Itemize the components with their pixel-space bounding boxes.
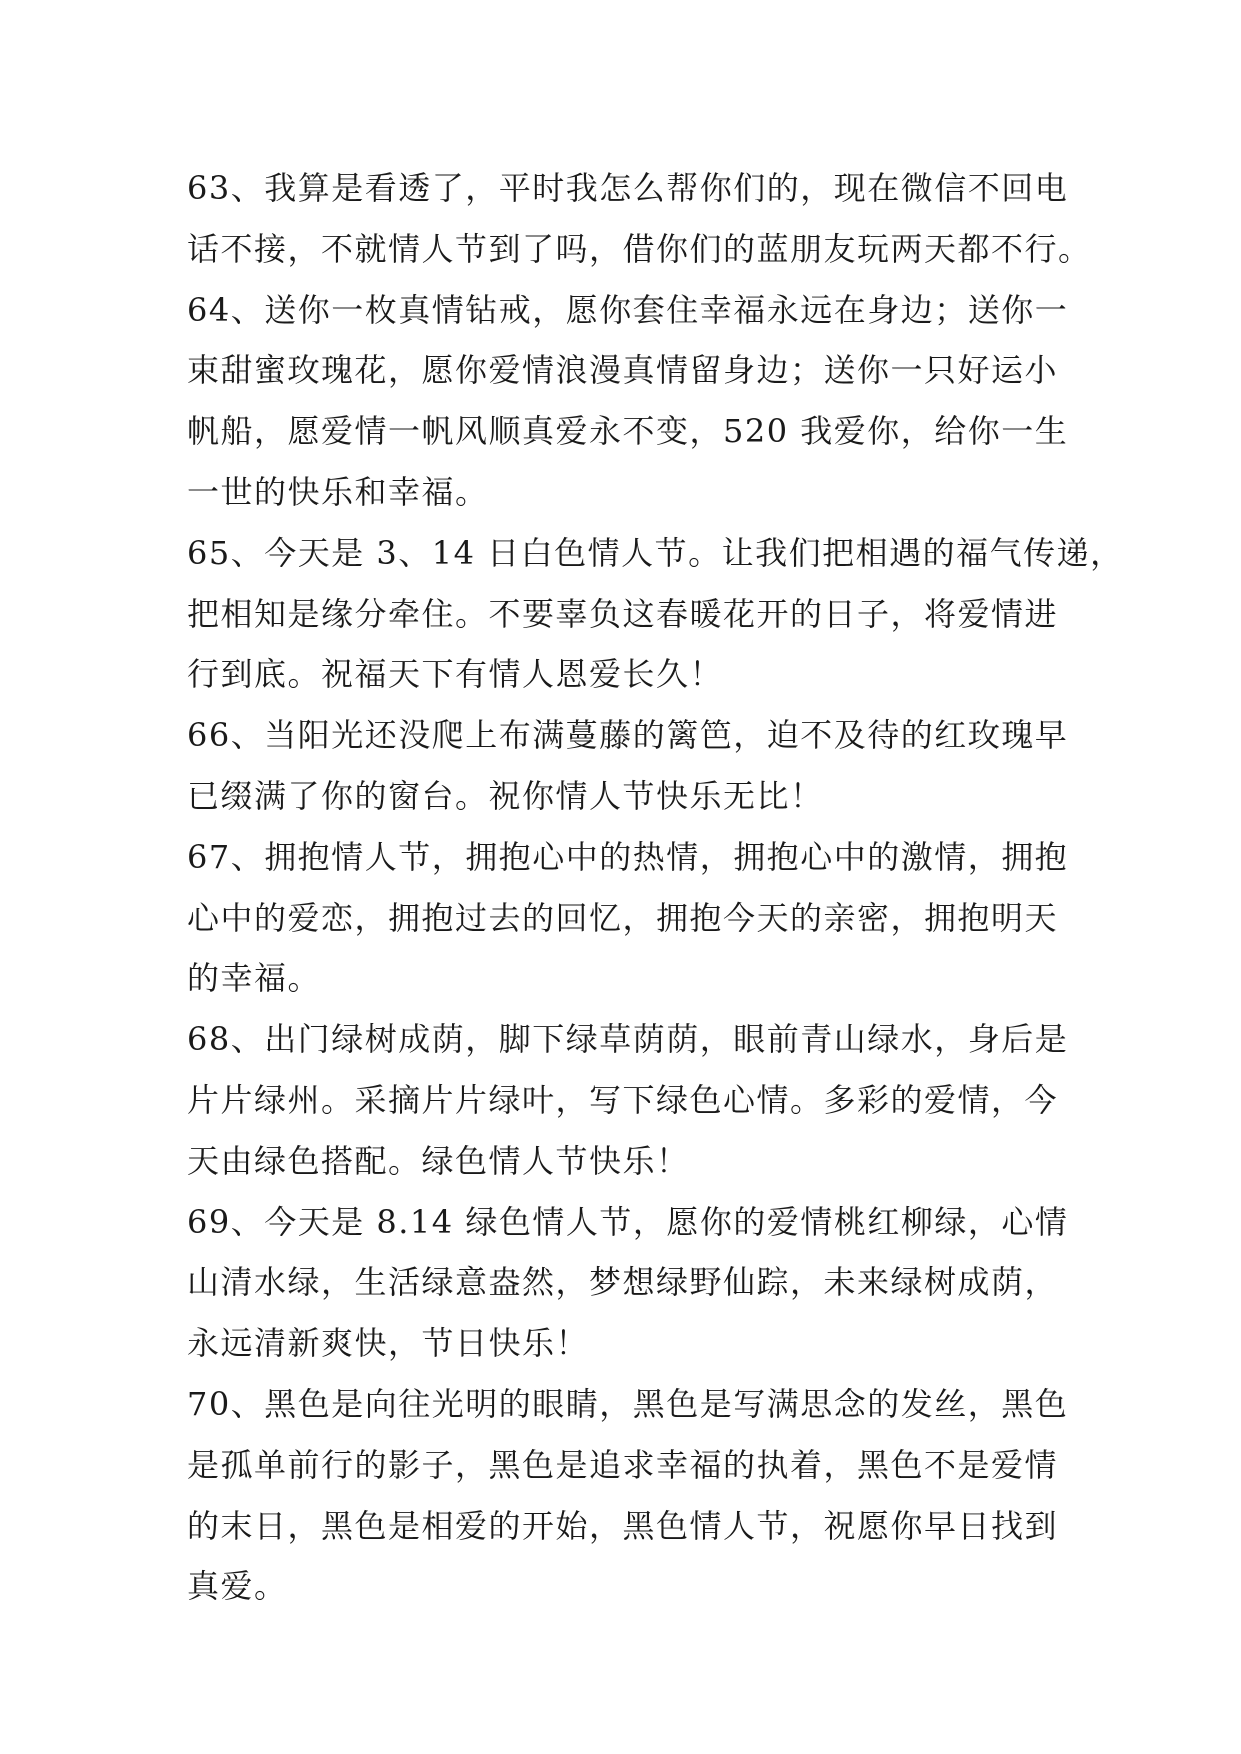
text-line: 的幸福。	[187, 959, 322, 998]
text-line: 64、送你一枚真情钻戒，愿你套住幸福永远在身边；送你一	[187, 290, 1069, 329]
document-body	[187, 158, 1124, 1617]
text-line: 65、今天是 3、14 日白色情人节。让我们把相遇的福气传递，	[187, 533, 1124, 572]
text-line: 68、出门绿树成荫，脚下绿草荫荫，眼前青山绿水，身后是	[187, 1020, 1069, 1059]
text-line: 话不接，不就情人节到了吗，借你们的蓝朋友玩两天都不行。	[187, 229, 1092, 268]
text-line: 把相知是缘分牵住。不要辜负这春暖花开的日子，将爱情进	[187, 594, 1059, 633]
text-line: 70、黑色是向往光明的眼睛，黑色是写满思念的发丝，黑色	[187, 1384, 1069, 1423]
text-line: 帆船，愿爱情一帆风顺真爱永不变，520 我爱你，给你一生	[187, 412, 1069, 451]
text-line: 的末日，黑色是相爱的开始，黑色情人节，祝愿你早日找到	[187, 1506, 1059, 1545]
text-line: 是孤单前行的影子，黑色是追求幸福的执着，黑色不是爱情	[187, 1445, 1059, 1484]
text-line: 永远清新爽快，节日快乐！	[187, 1324, 590, 1363]
text-line: 63、我算是看透了，平时我怎么帮你们的，现在微信不回电	[187, 169, 1069, 207]
text-line: 真爱。	[187, 1567, 288, 1606]
text-line: 天由绿色搭配。绿色情人节快乐！	[187, 1141, 690, 1180]
text-line: 67、拥抱情人节，拥抱心中的热情，拥抱心中的激情，拥抱	[187, 837, 1069, 876]
text-line: 69、今天是 8.14 绿色情人节，愿你的爱情桃红柳绿，心情	[187, 1202, 1069, 1241]
text-line: 山清水绿，生活绿意盎然，梦想绿野仙踪，未来绿树成荫，	[187, 1263, 1059, 1302]
text-line: 一世的快乐和幸福。	[187, 472, 489, 511]
text-line: 已缀满了你的窗台。祝你情人节快乐无比！	[187, 776, 824, 815]
text-line: 片片绿州。采摘片片绿叶，写下绿色心情。多彩的爱情，今	[187, 1080, 1059, 1119]
text-line: 束甜蜜玫瑰花，愿你爱情浪漫真情留身边；送你一只好运小	[187, 351, 1059, 390]
text-line: 心中的爱恋，拥抱过去的回忆，拥抱今天的亲密，拥抱明天	[187, 898, 1059, 937]
text-line: 行到底。祝福天下有情人恩爱长久！	[187, 655, 724, 694]
text-line: 66、当阳光还没爬上布满蔓藤的篱笆，迫不及待的红玫瑰早	[187, 716, 1069, 755]
